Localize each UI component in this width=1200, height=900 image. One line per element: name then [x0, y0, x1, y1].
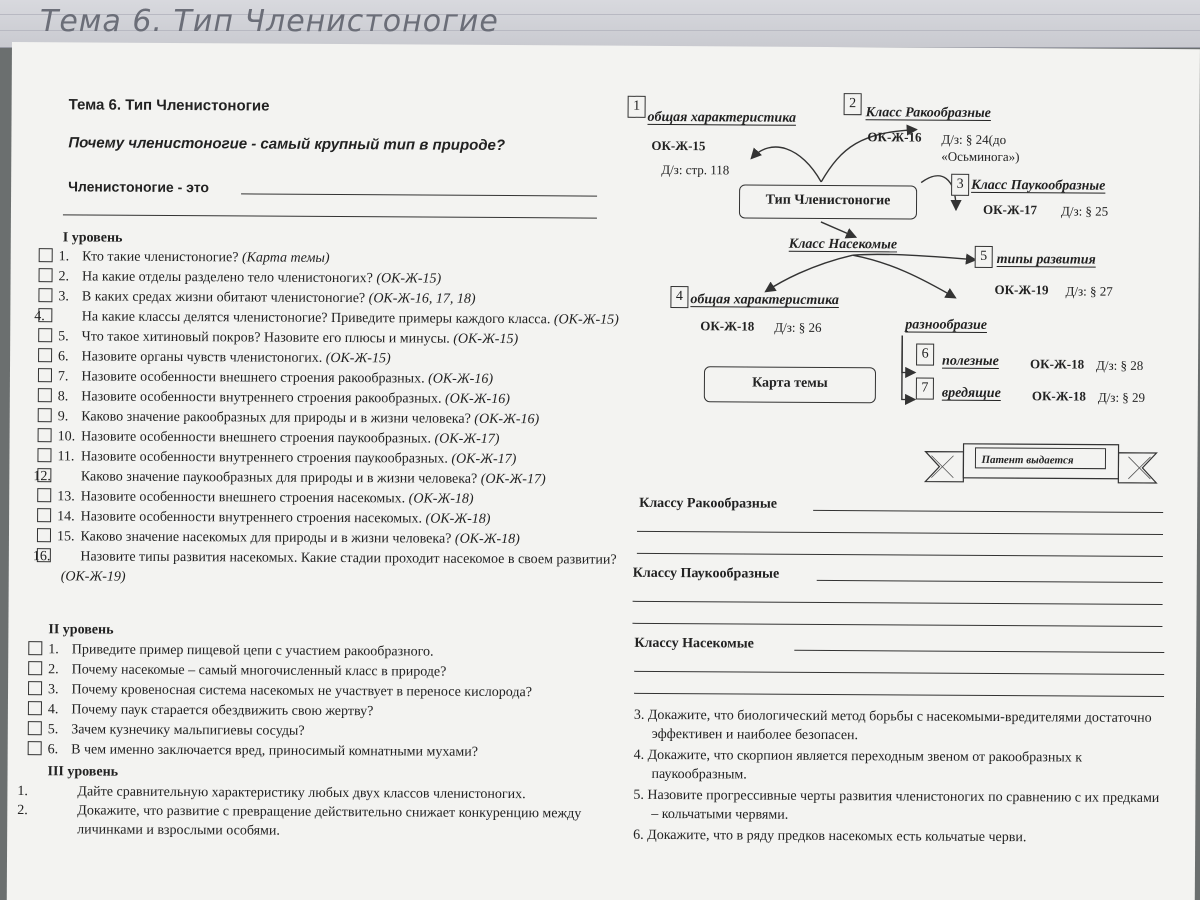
- arrow: [821, 222, 856, 237]
- node-arachnids[interactable]: Класс Паукообразные: [971, 177, 1106, 194]
- node-number: 7: [916, 378, 934, 400]
- list-item: 16. Назовите типы развития насекомых. Какие стадии проходит насекомое в своем развитии? (ОК-Ж-19): [32, 549, 617, 585]
- node-homework: Д/з: § 27: [1065, 283, 1113, 299]
- map-button[interactable]: Карта темы: [704, 366, 876, 403]
- level2-list: [28, 640, 629, 764]
- list-item: 5. Что такое хитиновый покров? Назовите его плюсы и минусы. (ОК-Ж-15): [38, 327, 628, 351]
- node-code: ОК-Ж-18: [1031, 388, 1086, 404]
- checkbox[interactable]: [28, 741, 42, 755]
- main-question: Почему членистоногие - самый крупный тип в природе?: [68, 134, 506, 155]
- list-item: 8. Назовите особенности внутреннего строения ракообразных. (ОК-Ж-16): [38, 387, 628, 411]
- topic-title: Тема 6. Тип Членистоногие: [68, 96, 270, 115]
- checkbox[interactable]: [28, 681, 42, 695]
- list-item: 12. Каково значение паукообразных для природы и в жизни человека? (ОК-Ж-17): [33, 469, 546, 488]
- answer-line[interactable]: [794, 650, 1164, 653]
- answer-line[interactable]: [633, 601, 1163, 605]
- node-number: 6: [916, 344, 934, 366]
- definition-prompt: Членистоногие - это: [68, 178, 210, 196]
- worksheet-paper: [7, 42, 1200, 900]
- checkbox[interactable]: [28, 661, 42, 675]
- checkbox[interactable]: [28, 641, 42, 655]
- list-item: 14. Назовите особенности внутреннего строения насекомых. (ОК-Ж-18): [37, 507, 627, 531]
- list-item: 13. Назовите особенности внешнего строения насекомых. (ОК-Ж-18): [37, 487, 627, 511]
- checkbox[interactable]: [28, 721, 42, 735]
- answer-line[interactable]: [637, 531, 1163, 535]
- node-number: 2: [844, 93, 862, 115]
- list-item: 5. Зачем кузнечику мальпигиевы сосуды?: [28, 720, 628, 744]
- node-number: 5: [975, 246, 993, 268]
- checkbox[interactable]: [37, 528, 51, 542]
- node-number: 4: [670, 286, 688, 308]
- node-homework-note: «Осьминога»): [941, 148, 1020, 165]
- list-item: 4. Докажите, что скорпион является переходным звеном от ракообразных к паукообразным.: [633, 747, 1083, 783]
- node-diversity[interactable]: разнообразие: [905, 317, 988, 333]
- node-code: ОК-Ж-18: [1030, 356, 1085, 372]
- answer-line[interactable]: [632, 623, 1162, 627]
- node-homework: Д/з: стр. 118: [661, 161, 730, 178]
- answer-line[interactable]: [817, 580, 1163, 583]
- node-insects[interactable]: Класс Насекомые: [788, 236, 898, 253]
- level3-list-right: [633, 706, 1164, 848]
- arrow: [765, 255, 852, 293]
- arrow: [852, 255, 955, 298]
- node-general-characteristics[interactable]: общая характеристика: [647, 109, 797, 126]
- list-item: 2. Почему насекомые – самый многочисленный класс в природе?: [28, 660, 628, 684]
- list-item: 1. Дайте сравнительную характеристику любых двух классов членистоногих.: [17, 784, 526, 803]
- node-insect-general[interactable]: общая характеристика: [690, 292, 839, 309]
- list-item: 5. Назовите прогрессивные черты развития членистоногих по сравнению с их предками – кольчатыми червями.: [633, 787, 1160, 823]
- list-item: 7. Назовите особенности внешнего строения ракообразных. (ОК-Ж-16): [38, 367, 628, 391]
- arrow: [751, 147, 821, 182]
- list-item: 1. Приведите пример пищевой цепи с участием ракообразного.: [28, 640, 628, 664]
- center-node[interactable]: Тип Членистоногие: [739, 184, 917, 219]
- list-item: 1. Кто такие членистоногие? (Карта темы): [39, 247, 629, 271]
- node-homework: Д/з: § 28: [1096, 357, 1144, 373]
- node-code: ОК-Ж-19: [994, 282, 1049, 298]
- list-item: 6. В чем именно заключается вред, приносимый комнатными мухами?: [28, 740, 628, 764]
- list-item: 4. Почему паук старается обездвижить свою жертву?: [28, 700, 628, 724]
- list-item: 6. Докажите, что в ряду предков насекомых есть кольчатые черви.: [633, 827, 1027, 846]
- award-insects: Классу Насекомые: [634, 635, 754, 652]
- handwritten-title: Тема 6. Тип Членистоногие: [40, 4, 499, 39]
- award-crustaceans: Классу Ракообразные: [639, 495, 778, 512]
- list-item: 3. Докажите, что биологический метод борьбы с насекомыми-вредителями достаточно эффективен и наиболее безопасен.: [633, 707, 1152, 744]
- node-useful[interactable]: полезные: [942, 353, 999, 370]
- node-number: 1: [628, 96, 646, 118]
- list-item: 9. Каково значение ракообразных для природы и в жизни человека? (ОК-Ж-16): [38, 407, 628, 431]
- list-item: 6. Назовите органы чувств членистоногих. (ОК-Ж-15): [38, 347, 628, 371]
- list-item: 2. На какие отделы разделено тело членистоногих? (ОК-Ж-15): [39, 267, 629, 291]
- checkbox[interactable]: [37, 508, 51, 522]
- list-item: 2. Докажите, что развитие с превращение действительно снижает конкуренцию между личинками и взрослыми особями.: [17, 803, 582, 839]
- node-code: ОК-Ж-18: [700, 318, 755, 334]
- list-item: 3. В каких средах жизни обитают членистоногие? (ОК-Ж-16, 17, 18): [38, 287, 628, 311]
- node-homework: Д/з: § 24(до: [941, 131, 1007, 148]
- arrow: [902, 335, 915, 372]
- level3-title: III уровень: [47, 764, 119, 780]
- node-code: ОК-Ж-17: [982, 201, 1038, 218]
- node-homework: Д/з: § 29: [1097, 389, 1146, 405]
- patent-banner-label: Патент выдается: [981, 453, 1074, 467]
- answer-line[interactable]: [634, 671, 1164, 675]
- level1-title: I уровень: [62, 230, 123, 246]
- node-crustaceans[interactable]: Класс Ракообразные: [865, 105, 991, 121]
- list-item: 15. Каково значение насекомых для природы и в жизни человека? (ОК-Ж-18): [37, 527, 627, 551]
- list-item: 3. Почему кровеносная система насекомых не участвует в переносе кислорода?: [28, 680, 628, 704]
- node-development-types[interactable]: типы развития: [996, 252, 1096, 268]
- level2-title: II уровень: [48, 622, 114, 638]
- node-homework: Д/з: § 25: [1060, 203, 1109, 219]
- answer-line[interactable]: [813, 510, 1163, 513]
- checkbox[interactable]: [28, 701, 42, 715]
- node-harmful[interactable]: вредящие: [941, 385, 1001, 402]
- background-notebook-page: [0, 0, 1200, 48]
- answer-line[interactable]: [637, 553, 1163, 557]
- node-number: 3: [951, 174, 969, 196]
- node-homework: Д/з: § 26: [774, 319, 822, 335]
- list-item: 4. На какие классы делятся членистоногие? Приведите примеры каждого класса. (ОК-Ж-15): [34, 309, 619, 328]
- arrow: [902, 335, 915, 399]
- checkbox[interactable]: [37, 488, 51, 502]
- level3-list-left: [17, 782, 627, 843]
- node-code: ОК-Ж-15: [651, 137, 706, 154]
- award-arachnids: Классу Паукообразные: [632, 565, 780, 582]
- list-item: 11. Назовите особенности внутреннего строения паукообразных. (ОК-Ж-17): [37, 447, 627, 471]
- answer-line[interactable]: [634, 693, 1164, 697]
- list-item: 10. Назовите особенности внешнего строения паукообразных. (ОК-Ж-17): [38, 427, 628, 451]
- node-code: ОК-Ж-16: [867, 129, 922, 145]
